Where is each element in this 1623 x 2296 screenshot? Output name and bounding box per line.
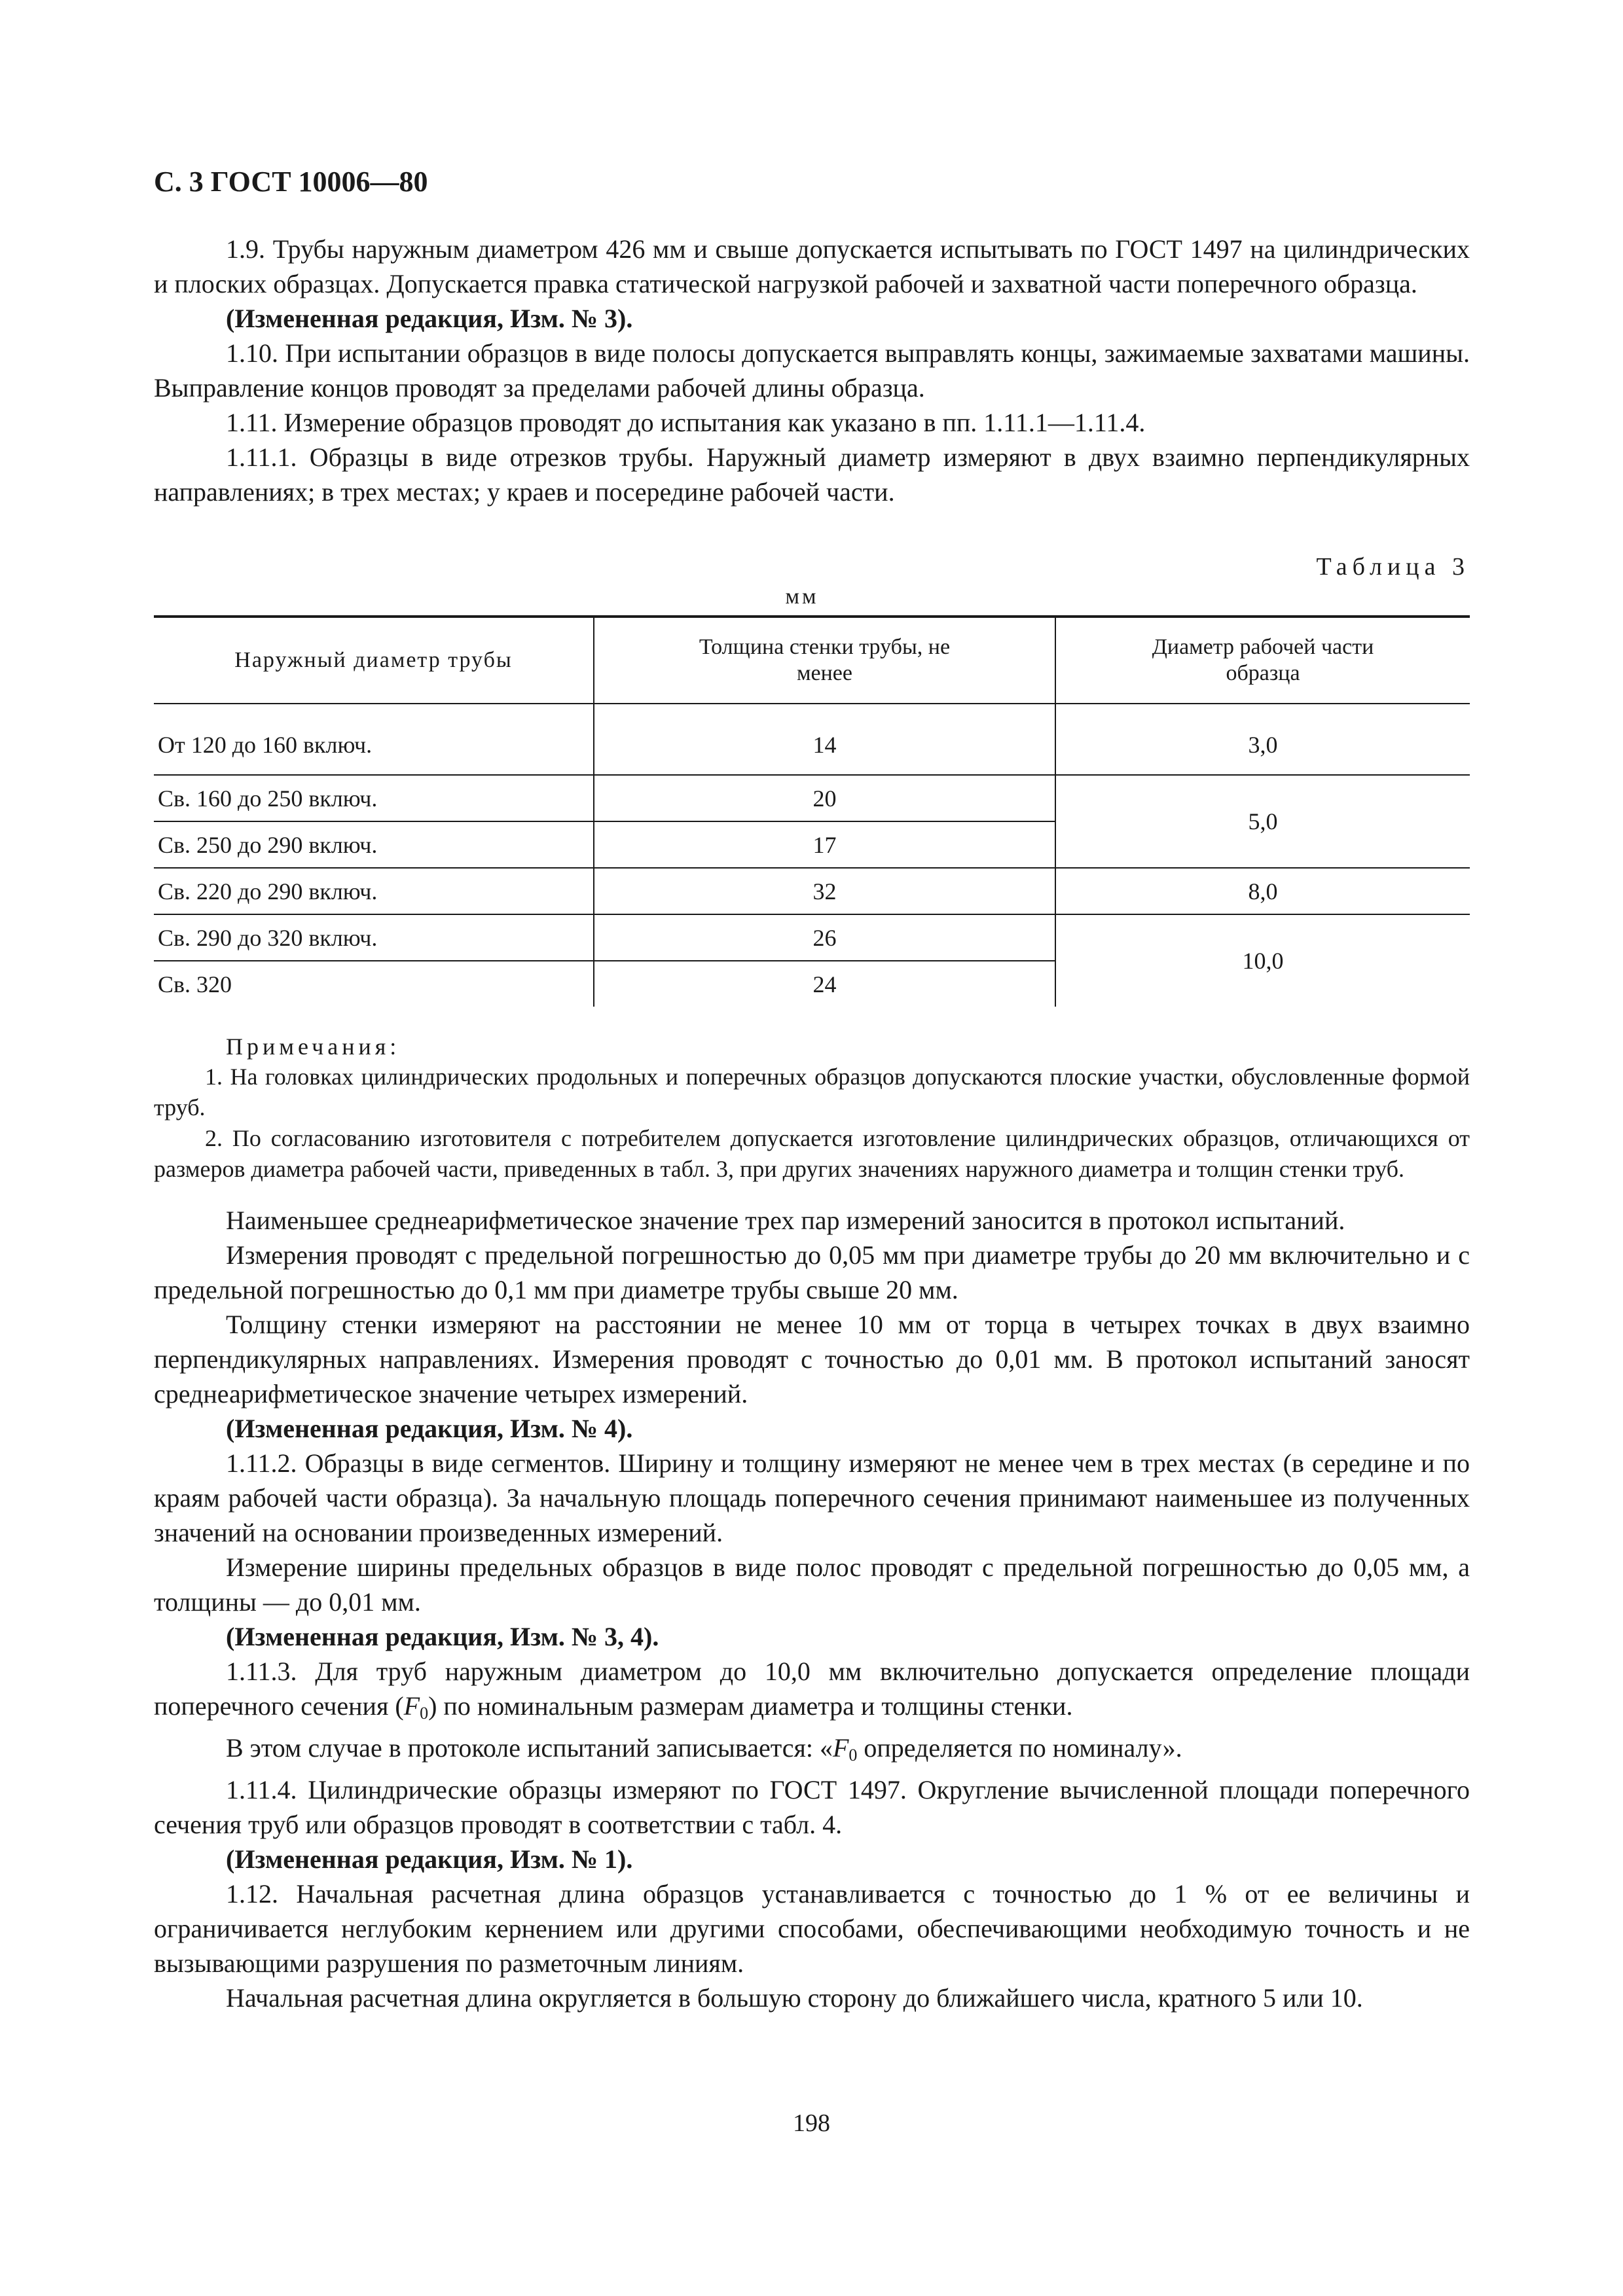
table-cell: 5,0 bbox=[1055, 775, 1470, 868]
amendment-note: (Измененная редакция, Изм. № 1). bbox=[226, 1844, 633, 1874]
dimensions-table bbox=[154, 615, 1470, 1007]
document-page bbox=[154, 164, 1470, 2015]
amendment-note: (Измененная редакция, Изм. № 3, 4). bbox=[226, 1622, 659, 1651]
notes-heading: Примечания: bbox=[226, 1033, 401, 1060]
table-cell: Св. 160 до 250 включ. bbox=[154, 775, 594, 821]
paragraph: Начальная расчетная длина округляется в большую сторону до ближайшего числа, кратного 5 или 10. bbox=[226, 1983, 1363, 2013]
table-header-cell: Диаметр рабочей части образца bbox=[1055, 617, 1470, 704]
paragraph: В этом случае в протоколе испытаний записывается: «$F_0$ определяется по номиналу». bbox=[226, 1733, 1182, 1765]
table-caption: Таблица 3 bbox=[1316, 553, 1470, 581]
paragraph-1-11: 1.11. Измерение образцов проводят до испытания как указано в пп. 1.11.1—1.11.4. bbox=[226, 408, 1146, 437]
table-cell: 26 bbox=[594, 914, 1055, 961]
table-cell: Св. 320 bbox=[158, 971, 232, 997]
page-header: С. 3 ГОСТ 10006—80 bbox=[154, 166, 428, 198]
table-notes bbox=[154, 1031, 1470, 1185]
paragraph: Измерения проводят с предельной погрешностью до 0,05 мм при диаметре трубы до 20 мм включительно и с предельной погрешностью до 0,1 мм при диаметре трубы свыше 20 мм. bbox=[154, 1240, 1470, 1304]
paragraph: Измерение ширины предельных образцов в виде полос проводят с предельной погрешностью до 0,05 мм, а толщины — до 0,01 мм. bbox=[154, 1552, 1470, 1617]
table-cell: 24 bbox=[594, 961, 1055, 1007]
table-cell: Св. 250 до 290 включ. bbox=[154, 821, 594, 868]
note-item: 2. По согласованию изготовителя с потребителем допускается изготовление цилиндрических образцов, отличающихся от размеров диаметра рабочей части, приведенных в табл. 3, при других значениях наружного диаметра и толщин стенки труб. bbox=[154, 1125, 1470, 1182]
table-cell: Св. 220 до 290 включ. bbox=[154, 868, 594, 914]
paragraph-1-11-3: 1.11.3. Для труб наружным диаметром до 10,0 мм включительно допускается определение площади поперечного сечения $(F_0)$ по номинальным размерам диаметра и толщины стенки. bbox=[154, 1657, 1470, 1723]
table-cell: 10,0 bbox=[1055, 914, 1470, 1007]
paragraph-1-11-1: 1.11.1. Образцы в виде отрезков трубы. Наружный диаметр измеряют в двух взаимно перпендикулярных направлениях; в трех местах; у краев и посередине рабочей части. bbox=[154, 442, 1470, 507]
table-units: мм bbox=[785, 584, 819, 609]
paragraph: Наименьшее среднеарифметическое значение трех пар измерений заносится в протокол испытаний. bbox=[226, 1206, 1345, 1235]
table-cell: 14 bbox=[594, 704, 1055, 775]
paragraph-1-11-2: 1.11.2. Образцы в виде сегментов. Ширину и толщину измеряют не менее чем в трех местах (в середине и по краям рабочей части образца). За начальную площадь поперечного сечения принимают наименьшее из полученных значений на основании произведенных измерений. bbox=[154, 1448, 1470, 1547]
table-cell: Св. 290 до 320 включ. bbox=[154, 914, 594, 961]
amendment-note: (Измененная редакция, Изм. № 4). bbox=[226, 1414, 633, 1443]
paragraph-1-10: 1.10. При испытании образцов в виде полосы допускается выправлять концы, зажимаемые захватами машины. Выправление концов проводят за пределами рабочей длины образца. bbox=[154, 338, 1470, 403]
table-cell: 3,0 bbox=[1055, 704, 1470, 775]
table-header-row bbox=[154, 617, 1470, 704]
table-header-cell: Наружный диаметр трубы bbox=[154, 617, 594, 704]
paragraph-1-11-4: 1.11.4. Цилиндрические образцы измеряют по ГОСТ 1497. Округление вычисленной площади поперечного сечения труб или образцов проводят в соответствии с табл. 4. bbox=[154, 1775, 1470, 1839]
table-row bbox=[154, 868, 1470, 914]
table-cell: 20 bbox=[594, 775, 1055, 821]
paragraph-1-9: 1.9. Трубы наружным диаметром 426 мм и свыше допускается испытывать по ГОСТ 1497 на цилиндрических и плоских образцах. Допускается правка статической нагрузкой рабочей и захватной части поперечного образца. bbox=[154, 234, 1470, 298]
table-cell: 8,0 bbox=[1055, 868, 1470, 914]
table-cell: 17 bbox=[594, 821, 1055, 868]
table-row bbox=[154, 775, 1470, 821]
page-number: 198 bbox=[793, 2109, 830, 2137]
paragraph-1-12: 1.12. Начальная расчетная длина образцов устанавливается с точностью до 1 % от ее величины и ограничивается неглубоким кернением или другими способами, обеспечивающими необходимую точность и не вызывающими разрушения по разметочным линиям. bbox=[154, 1879, 1470, 1978]
table-cell: 32 bbox=[594, 868, 1055, 914]
paragraph: Толщину стенки измеряют на расстоянии не менее 10 мм от торца в четырех точках в двух взаимно перпендикулярных направлениях. Измерения проводят с точностью до 0,01 мм. В протокол испытаний заносят среднеарифметическое значение четырех измерений. bbox=[154, 1310, 1470, 1408]
table-row bbox=[154, 914, 1470, 961]
table-header-cell: Толщина стенки трубы, не менее bbox=[594, 617, 1055, 704]
note-item: 1. На головках цилиндрических продольных и поперечных образцов допускаются плоские участки, обусловленные формой труб. bbox=[154, 1064, 1470, 1121]
body-continued bbox=[154, 1203, 1470, 2015]
amendment-note: (Измененная редакция, Изм. № 3). bbox=[226, 304, 633, 333]
table-row bbox=[154, 704, 1470, 775]
table-cell: От 120 до 160 включ. bbox=[154, 704, 594, 775]
